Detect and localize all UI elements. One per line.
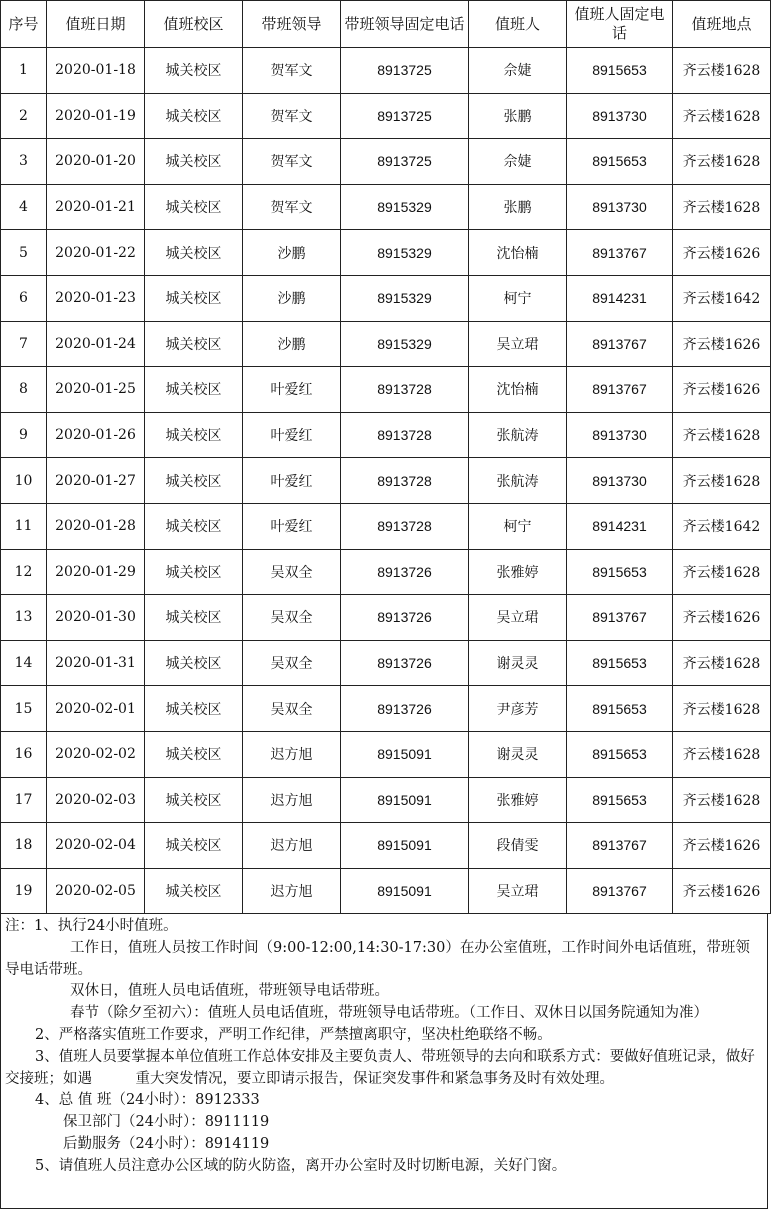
table-cell: 尹彦芳 (469, 686, 567, 732)
table-cell: 4 (1, 184, 47, 230)
table-cell: 沙鹏 (243, 275, 341, 321)
table-cell: 8915653 (567, 640, 673, 686)
table-cell: 城关校区 (145, 549, 243, 595)
table-cell: 12 (1, 549, 47, 595)
table-cell: 13 (1, 595, 47, 641)
table-cell: 谢灵灵 (469, 640, 567, 686)
table-cell: 城关校区 (145, 275, 243, 321)
table-cell: 8915329 (341, 321, 469, 367)
note-line: 2、严格落实值班工作要求，严明工作纪律，严禁擅离职守，坚决杜绝联络不畅。 (35, 1026, 552, 1043)
table-body (1, 48, 771, 914)
table-cell: 吴立珺 (469, 868, 567, 914)
table-row (1, 777, 771, 823)
table-cell: 2020-01-24 (47, 321, 145, 367)
note-line: 注：1、执行24小时值班。 (5, 918, 178, 934)
table-cell: 8913767 (567, 595, 673, 641)
table-cell: 17 (1, 777, 47, 823)
table-cell: 齐云楼1628 (673, 686, 771, 732)
table-cell: 张航涛 (469, 412, 567, 458)
table-cell: 2020-01-26 (47, 412, 145, 458)
table-cell: 15 (1, 686, 47, 732)
table-row (1, 412, 771, 458)
table-row (1, 184, 771, 230)
note-line: 保卫部门（24小时）：8911119 (63, 1114, 270, 1131)
table-cell: 吴双全 (243, 549, 341, 595)
notes-section (0, 913, 768, 1209)
table-cell: 张鹏 (469, 93, 567, 139)
table-cell: 城关校区 (145, 595, 243, 641)
table-row (1, 321, 771, 367)
table-cell: 城关校区 (145, 458, 243, 504)
column-header: 值班校区 (145, 1, 243, 48)
table-cell: 迟方旭 (243, 777, 341, 823)
table-cell: 2020-01-23 (47, 275, 145, 321)
table-cell: 齐云楼1628 (673, 640, 771, 686)
table-cell: 齐云楼1626 (673, 367, 771, 413)
table-cell: 8915653 (567, 549, 673, 595)
table-cell: 城关校区 (145, 367, 243, 413)
table-cell: 2020-02-05 (47, 868, 145, 914)
table-cell: 2 (1, 93, 47, 139)
table-cell: 8915091 (341, 823, 469, 869)
note-line: 3、值班人员要掌握本单位值班工作总体安排及主要负责人、带班领导的去向和联系方式：要做好值班记录，做好交接班；如遇 重大突发情况，要立即请示报告，保证突发事件和紧急事务及时有效处理。 (5, 1048, 755, 1087)
table-cell: 2020-01-19 (47, 93, 145, 139)
table-cell: 8913767 (567, 230, 673, 276)
table-cell: 吴双全 (243, 595, 341, 641)
table-cell: 贺军文 (243, 139, 341, 185)
note-line: 4、总 值 班（24小时）：8912333 (35, 1092, 260, 1109)
table-cell: 8915091 (341, 868, 469, 914)
table-row (1, 731, 771, 777)
table-header-row (1, 1, 771, 48)
table-cell: 1 (1, 48, 47, 94)
table-cell: 2020-01-27 (47, 458, 145, 504)
table-cell: 齐云楼1626 (673, 321, 771, 367)
table-cell: 段倩雯 (469, 823, 567, 869)
table-cell: 张雅婷 (469, 777, 567, 823)
table-cell: 16 (1, 731, 47, 777)
table-cell: 城关校区 (145, 48, 243, 94)
table-cell: 齐云楼1628 (673, 458, 771, 504)
table-cell: 8913730 (567, 412, 673, 458)
table-cell: 3 (1, 139, 47, 185)
table-cell: 8913725 (341, 48, 469, 94)
table-cell: 8913728 (341, 458, 469, 504)
table-cell: 齐云楼1628 (673, 549, 771, 595)
table-row (1, 458, 771, 504)
column-header: 序号 (1, 1, 47, 48)
table-cell: 14 (1, 640, 47, 686)
table-row (1, 686, 771, 732)
table-cell: 齐云楼1626 (673, 868, 771, 914)
table-cell: 沈怡楠 (469, 367, 567, 413)
table-row (1, 93, 771, 139)
table-row (1, 868, 771, 914)
table-cell: 齐云楼1628 (673, 48, 771, 94)
table-cell: 城关校区 (145, 93, 243, 139)
table-cell: 2020-01-20 (47, 139, 145, 185)
table-cell: 城关校区 (145, 230, 243, 276)
table-cell: 佘婕 (469, 139, 567, 185)
table-cell: 8915653 (567, 48, 673, 94)
note-line: 后勤服务（24小时）：8914119 (63, 1135, 270, 1152)
table-cell: 8914231 (567, 503, 673, 549)
note-line: 春节（除夕至初六）：值班人员电话值班，带班领导电话带班。（工作日、双休日以国务院通知为准） (70, 1005, 708, 1022)
table-cell: 城关校区 (145, 731, 243, 777)
table-cell: 2020-01-25 (47, 367, 145, 413)
table-cell: 齐云楼1628 (673, 412, 771, 458)
table-cell: 城关校区 (145, 412, 243, 458)
note-line: 5、请值班人员注意办公区域的防火防盗，离开办公室时及时切断电源，关好门窗。 (35, 1157, 567, 1174)
table-cell: 8915653 (567, 686, 673, 732)
table-cell: 张鹏 (469, 184, 567, 230)
table-cell: 8913728 (341, 503, 469, 549)
table-cell: 9 (1, 412, 47, 458)
table-cell: 吴立珺 (469, 595, 567, 641)
table-cell: 8915091 (341, 731, 469, 777)
table-row (1, 48, 771, 94)
table-cell: 8913730 (567, 458, 673, 504)
table-cell: 迟方旭 (243, 823, 341, 869)
table-row (1, 823, 771, 869)
table-cell: 8915653 (567, 731, 673, 777)
table-cell: 齐云楼1626 (673, 595, 771, 641)
table-cell: 8913730 (567, 184, 673, 230)
column-header: 带班领导固定电话 (341, 1, 469, 48)
table-cell: 8913726 (341, 686, 469, 732)
table-cell: 2020-01-18 (47, 48, 145, 94)
column-header: 值班日期 (47, 1, 145, 48)
table-row (1, 139, 771, 185)
table-cell: 10 (1, 458, 47, 504)
table-cell: 2020-02-03 (47, 777, 145, 823)
table-cell: 8913726 (341, 640, 469, 686)
table-cell: 8913728 (341, 367, 469, 413)
table-cell: 城关校区 (145, 184, 243, 230)
table-cell: 8915329 (341, 275, 469, 321)
table-cell: 齐云楼1628 (673, 731, 771, 777)
table-cell: 贺军文 (243, 184, 341, 230)
table-cell: 迟方旭 (243, 868, 341, 914)
table-cell: 城关校区 (145, 686, 243, 732)
table-cell: 迟方旭 (243, 731, 341, 777)
table-cell: 贺军文 (243, 48, 341, 94)
table-row (1, 595, 771, 641)
column-header: 值班地点 (673, 1, 771, 48)
table-cell: 11 (1, 503, 47, 549)
table-cell: 贺军文 (243, 93, 341, 139)
table-cell: 8913728 (341, 412, 469, 458)
table-cell: 2020-01-31 (47, 640, 145, 686)
table-cell: 2020-01-28 (47, 503, 145, 549)
table-cell: 2020-01-29 (47, 549, 145, 595)
table-cell: 叶爱红 (243, 367, 341, 413)
table-cell: 城关校区 (145, 640, 243, 686)
table-cell: 城关校区 (145, 321, 243, 367)
table-cell: 8915091 (341, 777, 469, 823)
table-cell: 8915653 (567, 139, 673, 185)
table-cell: 8915329 (341, 230, 469, 276)
note-line: 双休日，值班人员电话值班，带班领导电话带班。 (70, 983, 389, 1000)
table-cell: 沙鹏 (243, 230, 341, 276)
table-row (1, 640, 771, 686)
table-cell: 8913767 (567, 823, 673, 869)
table-cell: 8914231 (567, 275, 673, 321)
table-row (1, 503, 771, 549)
table-cell: 齐云楼1626 (673, 823, 771, 869)
table-row (1, 367, 771, 413)
table-row (1, 549, 771, 595)
table-cell: 齐云楼1628 (673, 139, 771, 185)
note-line: 工作日，值班人员按工作时间（9:00-12:00,14:30-17:30）在办公室值班，工作时间外电话值班，带班领导电话带班。 (5, 939, 750, 978)
table-cell: 佘婕 (469, 48, 567, 94)
table-cell: 8913767 (567, 321, 673, 367)
table-cell: 吴立珺 (469, 321, 567, 367)
table-cell: 叶爱红 (243, 412, 341, 458)
table-cell: 叶爱红 (243, 458, 341, 504)
table-cell: 8913767 (567, 868, 673, 914)
table-cell: 柯宁 (469, 503, 567, 549)
table-cell: 2020-01-30 (47, 595, 145, 641)
table-cell: 2020-01-22 (47, 230, 145, 276)
table-cell: 8913725 (341, 139, 469, 185)
table-cell: 齐云楼1642 (673, 503, 771, 549)
table-cell: 5 (1, 230, 47, 276)
table-cell: 7 (1, 321, 47, 367)
table-cell: 8913725 (341, 93, 469, 139)
table-cell: 沙鹏 (243, 321, 341, 367)
table-cell: 城关校区 (145, 503, 243, 549)
table-cell: 2020-01-21 (47, 184, 145, 230)
table-cell: 城关校区 (145, 823, 243, 869)
table-cell: 8913726 (341, 595, 469, 641)
table-cell: 沈怡楠 (469, 230, 567, 276)
table-cell: 柯宁 (469, 275, 567, 321)
table-cell: 吴双全 (243, 686, 341, 732)
table-cell: 齐云楼1628 (673, 93, 771, 139)
table-cell: 6 (1, 275, 47, 321)
table-cell: 8913767 (567, 367, 673, 413)
table-cell: 18 (1, 823, 47, 869)
table-cell: 吴双全 (243, 640, 341, 686)
table-cell: 谢灵灵 (469, 731, 567, 777)
table-cell: 2020-02-04 (47, 823, 145, 869)
table-row (1, 275, 771, 321)
table-cell: 齐云楼1628 (673, 184, 771, 230)
table-cell: 8915329 (341, 184, 469, 230)
table-row (1, 230, 771, 276)
table-cell: 齐云楼1628 (673, 777, 771, 823)
table-cell: 2020-02-02 (47, 731, 145, 777)
column-header: 值班人 (469, 1, 567, 48)
table-cell: 19 (1, 868, 47, 914)
table-cell: 8 (1, 367, 47, 413)
table-cell: 8913726 (341, 549, 469, 595)
column-header: 值班人固定电话 (567, 1, 673, 48)
table-cell: 8915653 (567, 777, 673, 823)
table-cell: 叶爱红 (243, 503, 341, 549)
table-cell: 城关校区 (145, 139, 243, 185)
table-cell: 2020-02-01 (47, 686, 145, 732)
table-cell: 张雅婷 (469, 549, 567, 595)
table-cell: 城关校区 (145, 777, 243, 823)
table-cell: 8913730 (567, 93, 673, 139)
table-cell: 城关校区 (145, 868, 243, 914)
table-cell: 齐云楼1626 (673, 230, 771, 276)
column-header: 带班领导 (243, 1, 341, 48)
table-cell: 张航涛 (469, 458, 567, 504)
table-cell: 齐云楼1642 (673, 275, 771, 321)
